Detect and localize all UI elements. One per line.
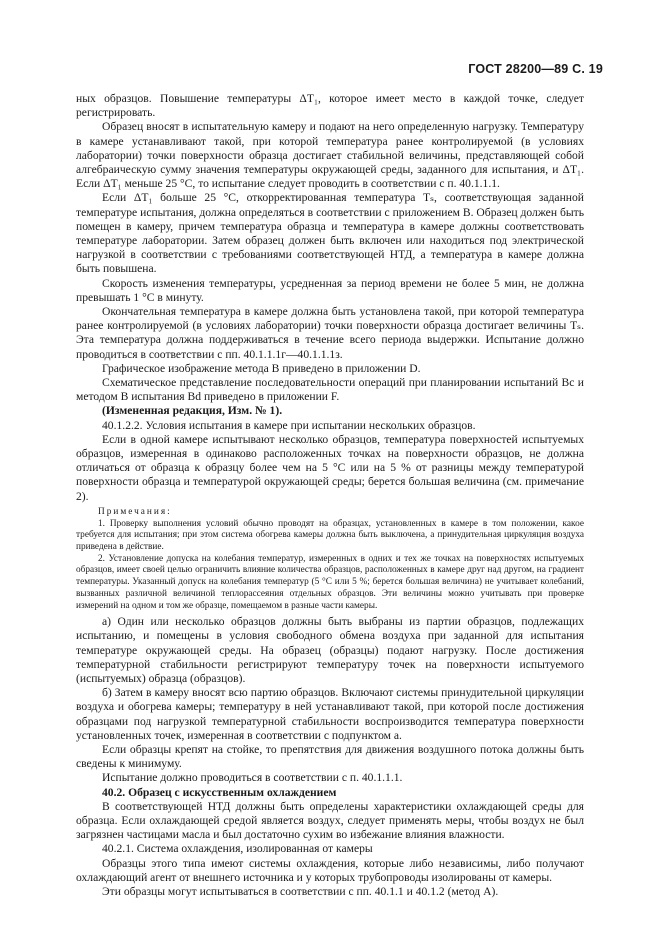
clause-heading: 40.1.2.2. Условия испытания в камере при испытании нескольких образцов.	[102, 418, 476, 432]
section-heading: 40.2. Образец с искусственным охлаждением	[102, 785, 337, 799]
list-item-b: б) Затем в камеру вносят всю партию образцов. Включают системы принудительной циркуляции воздуха и обогрева камеры; температуру в ней устанавливают такой, при которой после достижения образцами под нагрузкой температурной стабильности воспроизводится температура поверхности установленных точек, измеренная в соответствии с подпунктом а.	[76, 686, 584, 742]
amendment-note: (Измененная редакция, Изм. № 1).	[102, 404, 283, 418]
paragraph: Окончательная температура в камере должна быть установлена такой, при которой температура ранее контролируемой (в условиях лаборатории) точки поверхности образца достигает величины Tₛ. Эта температура должна поддерживаться в течение всего периода выдержки. Испытание должно проводиться в соответствии с пп. 40.1.1.1г—40.1.1.1з.	[76, 305, 584, 361]
notes-block	[76, 507, 584, 612]
note-item: 2. Установление допуска на колебания температур, измеренных в одних и тех же точках на поверхностях испытуемых образцов, имеет своей целью ограничить влияние количества образцов, расположенных в камере друг над другом, на градиент температуры. Указанный допуск на колебания температур (5 °С или 5 %; берется большая величина) не учитывает колебаний, вызванных различной величиной теплорассеяния отдельных образцов. Эти величины можно учитывать при проверке измерений на одном и том же образце, помещаемом в разные части камеры.	[76, 553, 584, 611]
paragraph: Образец вносят в испытательную камеру и подают на него определенную нагрузку. Температуру в камере устанавливают такой, при которой температура ранее контролируемой (в условиях лаборатории) точки поверхности образца достигает стабильной величины, представляющей собой алгебраическую сумму значения температуры окружающей среды, заданного для испытания, и ΔT₁. Если ΔT₁ меньше 25 °С, то испытание следует проводить в соответствии с п. 40.1.1.1.	[76, 120, 584, 191]
paragraph: Скорость изменения температуры, усредненная за период времени не более 5 мин, не должна превышать 1 °С в минуту.	[76, 276, 584, 304]
paragraph: В соответствующей НТД должны быть определены характеристики охлаждающей среды для образца. Если охлаждающей средой является воздух, следует применять меры, чтобы воздух не был загрязнен частицами масла и был достаточно сухим во избежание влияния влажности.	[76, 799, 584, 842]
paragraph: ных образцов. Повышение температуры ΔT₁, которое имеет место в каждой точке, следует регистрировать.	[76, 92, 584, 120]
paragraph: Если ΔT₁ больше 25 °С, откорректированная температура Tₛ, соответствующая заданной температуре испытания, должна определяться в соответствии с приложением В. Образец должен быть помещен в камеру, причем температура образца и температура в камере должны соответствовать температуре лаборатории. Затем образец должен быть включен или находиться под электрической нагрузкой в соответствии с требованиями соответствующей НТД, а температура в камере должна быть повышена.	[76, 191, 584, 276]
list-item-a: а) Один или несколько образцов должны быть выбраны из партии образцов, подлежащих испытанию, и помещены в условия свободного обмена воздуха при заданной для испытания температуре окружающей среды. На образец (образцы) подают нагрузку. После достижения температурной стабильности регистрируют температуру точек на поверхности испытуемого (испытуемых) образца (образцов).	[76, 615, 584, 686]
paragraph: Графическое изображение метода В приведено в приложении D.	[102, 361, 421, 375]
paragraph: Образцы этого типа имеют системы охлаждения, которые либо независимы, либо получают охлаждающий агент от внешнего источника и у которых трубопроводы изолированы от камеры.	[76, 856, 584, 884]
note-item: 1. Проверку выполнения условий обычно проводят на образцах, установленных в камере в том положении, какое требуется для испытания; при этом система обогрева камеры должна быть выключена, а принудительная циркуляция воздуха приведена в действие.	[76, 518, 584, 552]
clause-heading: 40.2.1. Система охлаждения, изолированная от камеры	[102, 842, 373, 856]
paragraph: Если в одной камере испытывают несколько образцов, температура поверхностей испытуемых образцов, измеренная в одинаково расположенных точках на поверхности образцов, не должна отличаться от образца к образцу более чем на 5 °С или на 5 % от разницы между температурой поверхности образца и температурой окружающей среды; берется большая величина (см. примечание 2).	[76, 432, 584, 503]
paragraph: Если образцы крепят на стойке, то препятствия для движения воздушного потока должны быть сведены к минимуму.	[76, 743, 584, 771]
notes-title: Примечания:	[98, 506, 172, 517]
paragraph: Схематическое представление последовательности операций при планировании испытаний Вс и методом В испытания Bd приведено в приложении F.	[76, 376, 584, 404]
paragraph: Испытание должно проводиться в соответствии с п. 40.1.1.1.	[102, 771, 403, 785]
page-header: ГОСТ 28200—89 С. 19	[468, 62, 603, 76]
paragraph: Эти образцы могут испытываться в соответствии с пп. 40.1.1 и 40.1.2 (метод А).	[102, 885, 499, 899]
document-body	[76, 92, 584, 899]
